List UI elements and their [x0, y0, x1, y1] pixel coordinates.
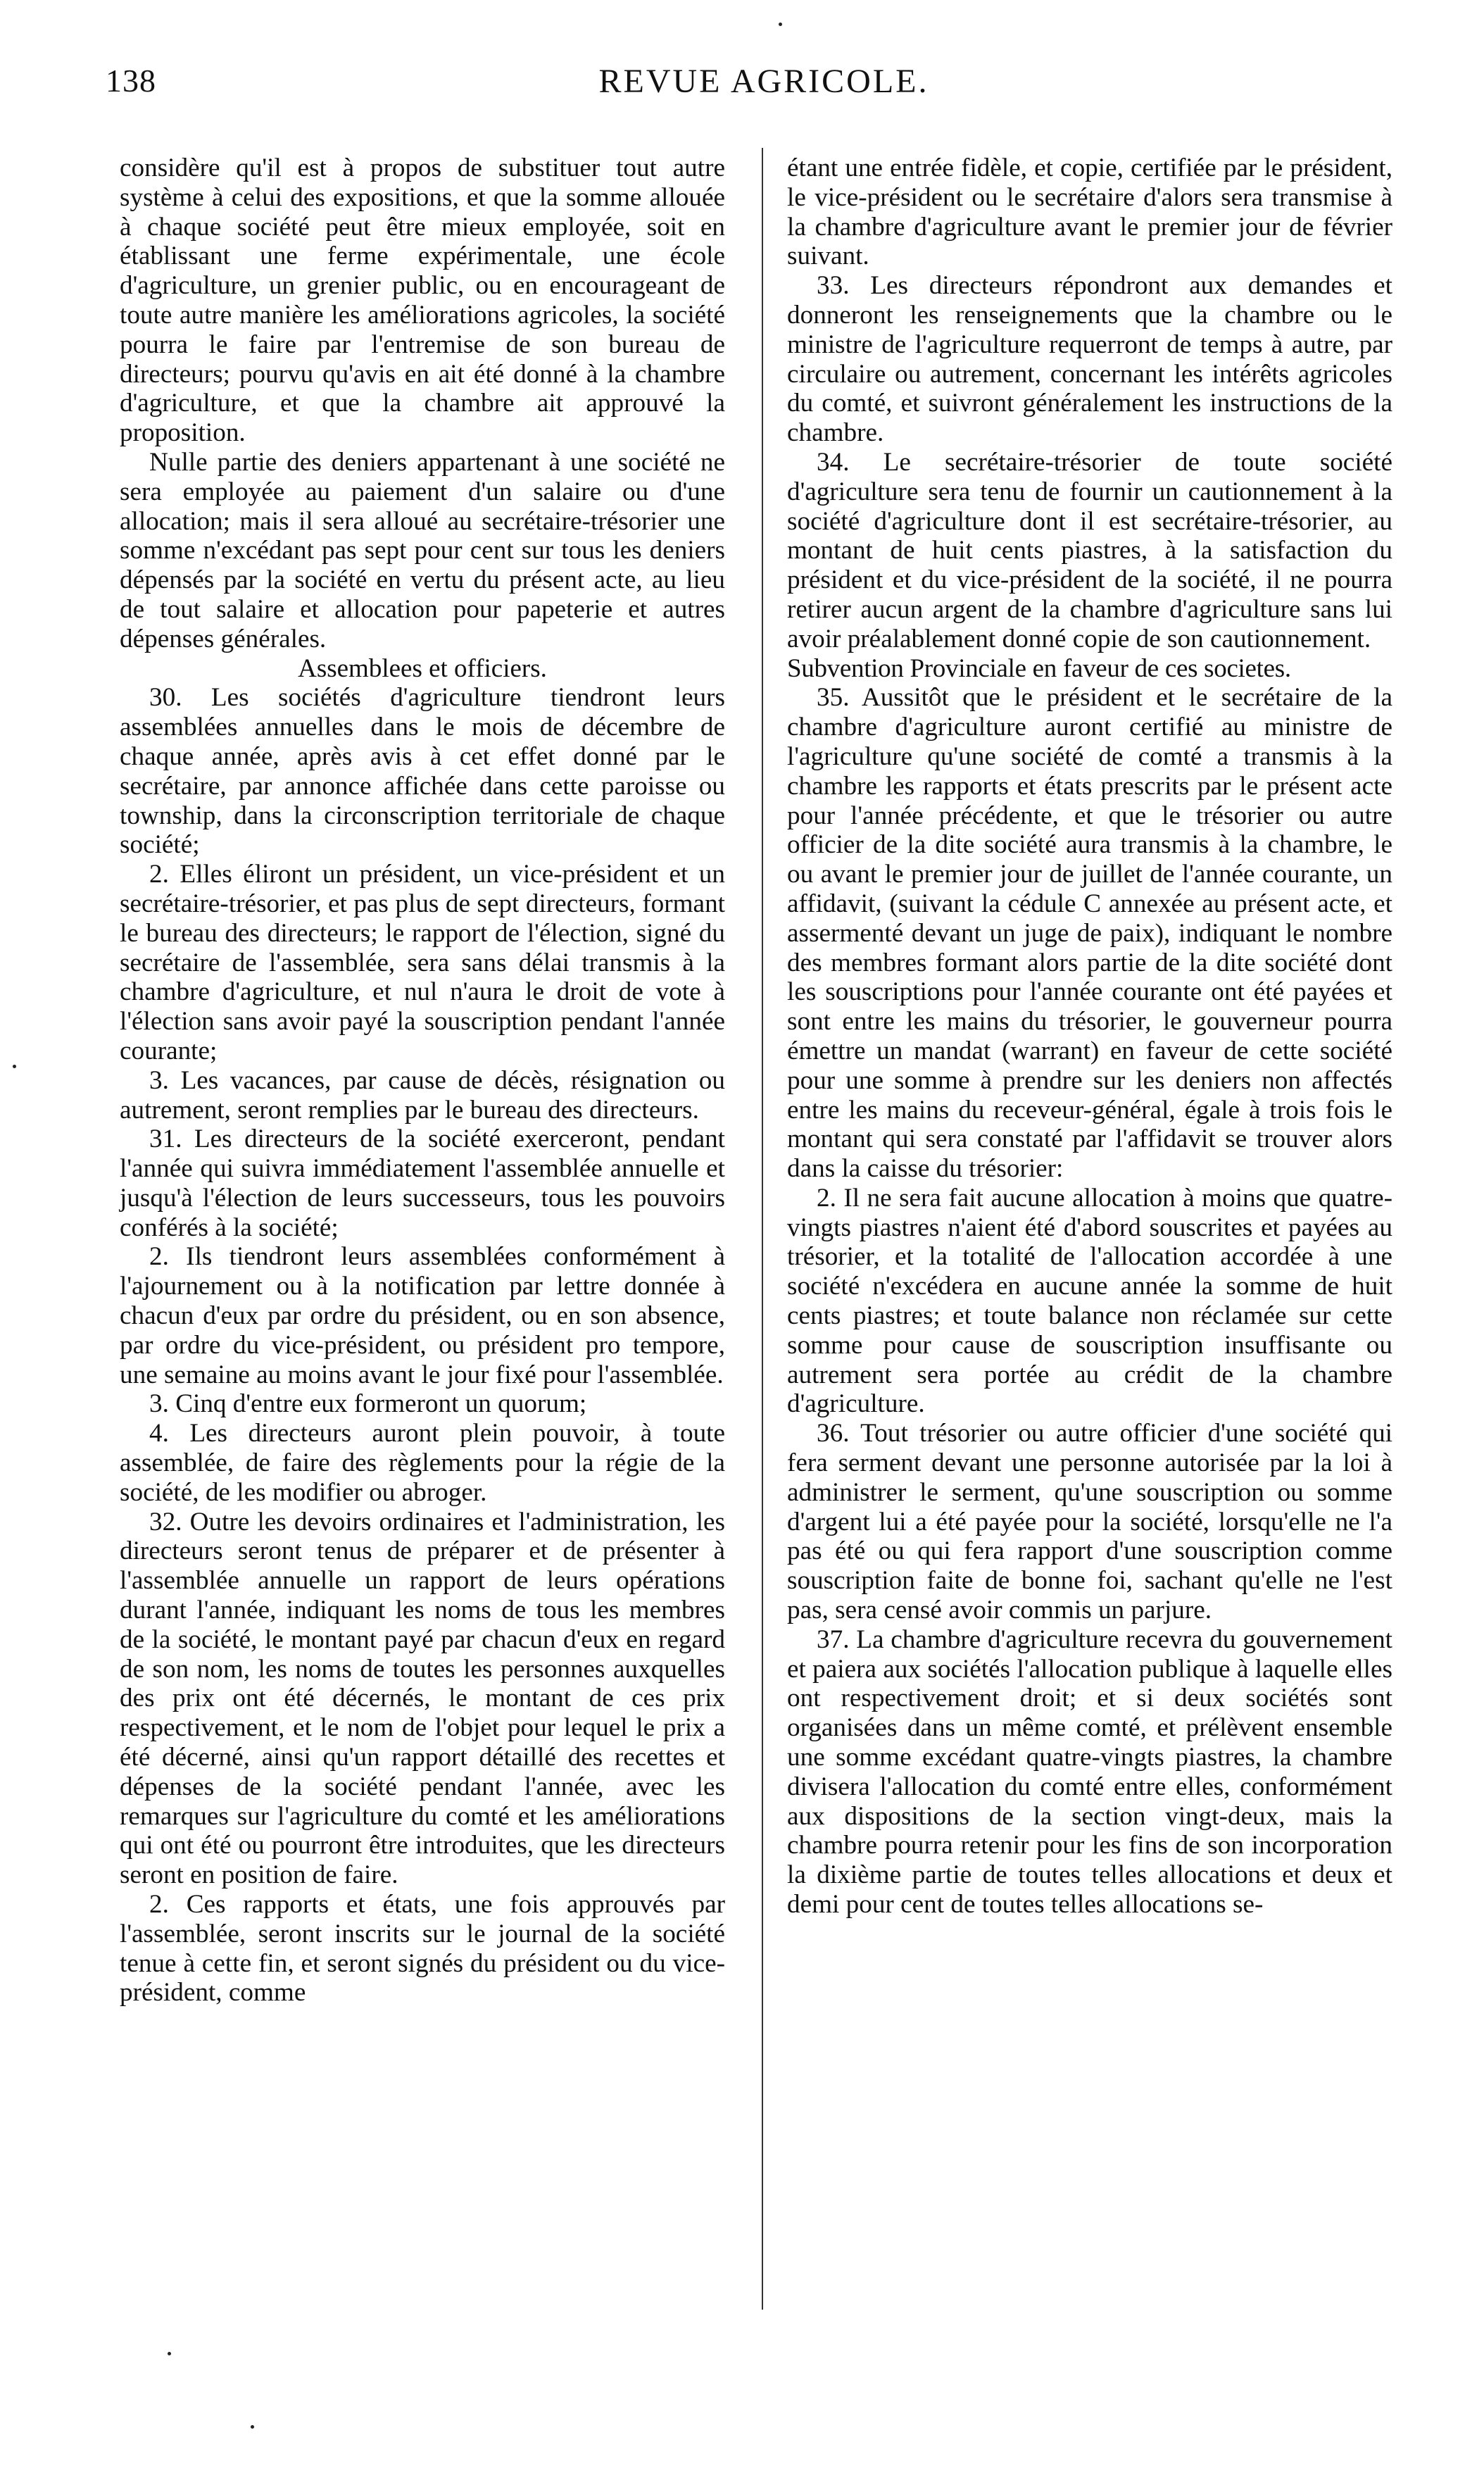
- paragraph: 2. Il ne sera fait aucune allocation à moins que quatre-vingts piastres n'aient été d'abord souscrites et payées au trésorier, et la totalité de l'allocation accordée à une société n'excédera en aucune année la somme de huit cents piastres; et toute balance non réclamée sur cette somme pour cause de souscription insuffisante ou autrement sera portée au crédit de la chambre d'agriculture.: [787, 1183, 1392, 1419]
- scan-speck: [251, 2425, 254, 2429]
- section-heading: Assemblees et officiers.: [298, 653, 547, 683]
- paragraph: 30. Les sociétés d'agriculture tiendront leurs assemblées annuelles dans le mois de décembre de chaque année, après avis à cet effet donné par le secrétaire, par annonce affichée dans cette paroisse ou township, dans la circonscription territoriale de chaque société;: [120, 683, 725, 860]
- paragraph: 34. Le secrétaire-trésorier de toute société d'agriculture sera tenu de fournir un cautionnement à la société d'agriculture dont il est secrétaire-trésorier, au montant de huit cents piastres, à la satisfaction du président et du vice-président de la société, il ne pourra retirer aucun argent de la chambre d'agriculture sans lui avoir préalablement donné copie de son cautionnement.: [787, 447, 1392, 653]
- page-header: [106, 62, 1422, 118]
- running-title: REVUE AGRICOLE.: [598, 63, 929, 100]
- section-heading: Subvention Provinciale en faveur de ces societes.: [787, 653, 1291, 683]
- paragraph: 36. Tout trésorier ou autre officier d'une société qui fera serment devant une personne autorisée par la loi à administrer le serment, qu'une souscription ou somme d'argent lui a été payée pour la société, lorsqu'elle ne l'a pas été ou qui fera rapport d'une souscription comme souscription faite de bonne foi, sachant qu'elle ne l'est pas, sera censé avoir commis un parjure.: [787, 1419, 1392, 1625]
- paragraph: 33. Les directeurs répondront aux demandes et donneront les renseignements que la chambre ou le ministre de l'agriculture requerront de temps à autre, par circulaire ou autrement, concernant les intérêts agricoles du comté, et suivront généralement les instructions de la chambre.: [787, 271, 1392, 448]
- scan-speck: [168, 2352, 171, 2355]
- paragraph: étant une entrée fidèle, et copie, certifiée par le président, le vice-président ou le secrétaire d'alors sera transmise à la chambre d'agriculture avant le premier jour de février suivant.: [787, 154, 1392, 271]
- paragraph: 31. Les directeurs de la société exerceront, pendant l'année qui suivra immédiatement l'assemblée annuelle et jusqu'à l'élection de leurs successeurs, tous les pouvoirs conférés à la société;: [120, 1125, 725, 1242]
- paragraph: 37. La chambre d'agriculture recevra du gouvernement et paiera aux sociétés l'allocation publique à laquelle elles ont respectivement droit; et si deux sociétés sont organisées dans un même comté, et prélèvent ensemble une somme excédant quatre-vingts piastres, la chambre divisera l'allocation du comté entre elles, conformément aux dispositions de la section vingt-deux, mais la chambre pourra retenir pour les fins de son incorporation la dixième partie de toutes telles allocations et deux et demi pour cent de toutes telles allocations se-: [787, 1624, 1392, 1920]
- paragraph: considère qu'il est à propos de substituer tout autre système à celui des expositions, et que la somme allouée à chaque société peut être mieux employée, soit en établissant une ferme expérimentale, une école d'agriculture, un grenier public, ou en encourageant de toute autre manière les améliorations agricoles, la société pourra le faire par l'entremise de son bureau de directeurs; pourvu qu'avis en ait été donné à la chambre d'agriculture, et que la chambre ait approuvé la proposition.: [120, 154, 725, 448]
- left-column: [120, 154, 725, 2008]
- paragraph: 35. Aussitôt que le président et le secrétaire de la chambre d'agriculture auront certifié au ministre de l'agriculture qu'une société de comté a transmis à la chambre les rapports et états prescrits par le présent acte pour l'année précédente, et que le trésorier ou autre officier de la dite société aura transmis à la chambre, le ou avant le premier jour de juillet de l'année courante, un affidavit, (suivant la cédule C annexée au présent acte, et assermenté devant un juge de paix), indiquant le nombre des membres formant alors partie de la dite société dont les souscriptions pour l'année courante ont été payées et sont entre les mains du trésorier, le gouverneur pourra émettre un mandat (warrant) en faveur de cette société pour une somme à prendre sur les deniers non affectés entre les mains du receveur-général, égale à trois fois le montant qui sera constaté par l'affidavit se trouver alors dans la caisse du trésorier:: [787, 683, 1392, 1184]
- paragraph: 3. Cinq d'entre eux formeront un quorum;: [149, 1389, 587, 1419]
- paragraph: 3. Les vacances, par cause de décès, résignation ou autrement, seront remplies par le bureau des directeurs.: [120, 1065, 725, 1125]
- paragraph: 32. Outre les devoirs ordinaires et l'administration, les directeurs seront tenus de préparer et de présenter à l'assemblée annuelle un rapport de leurs opérations durant l'année, indiquant les noms de tous les membres de la société, le montant payé par chacun d'eux en regard de son nom, les noms de toutes les personnes auxquelles des prix ont été décernés, le montant de ces prix respectivement, et le nom de l'objet pour lequel le prix a été décerné, ainsi qu'un rapport détaillé des recettes et dépenses de la société pendant l'année, avec les remarques sur l'agriculture du comté et les améliorations qui ont été ou pourront être introduites, que les directeurs seront en position de faire.: [120, 1507, 725, 1890]
- scan-speck: [13, 1065, 16, 1068]
- paragraph: Nulle partie des deniers appartenant à une société ne sera employée au paiement d'un salaire ou d'une allocation; mais il sera alloué au secrétaire-trésorier une somme n'excédant pas sept pour cent sur tous les deniers dépensés par la société en vertu du présent acte, au lieu de tout salaire et allocation pour papeterie et autres dépenses générales.: [120, 447, 725, 653]
- paragraph: 2. Ils tiendront leurs assemblées conformément à l'ajournement ou à la notification par lettre donnée à chacun d'eux par ordre du président, ou en son absence, par ordre du vice-président, ou président pro tempore, une semaine au moins avant le jour fixé pour l'assemblée.: [120, 1242, 725, 1389]
- paragraph: 2. Ces rapports et états, une fois approuvés par l'assemblée, seront inscrits sur le journal de la société tenue à cette fin, et seront signés du président ou du vice-président, comme: [120, 1890, 725, 2008]
- page-number: 138: [106, 63, 156, 99]
- column-divider: [762, 148, 763, 2310]
- paragraph: 4. Les directeurs auront plein pouvoir, à toute assemblée, de faire des règlements pour la régie de la société, de les modifier ou abroger.: [120, 1419, 725, 1507]
- right-column: [787, 154, 1392, 1920]
- paragraph: 2. Elles éliront un président, un vice-président et un secrétaire-trésorier, et pas plus de sept directeurs, formant le bureau des directeurs; le rapport de l'élection, signé du secrétaire de l'assemblée, sera sans délai transmis à la chambre d'agriculture, et nul n'aura le droit de vote à l'élection sans avoir payé la souscription pendant l'année courante;: [120, 860, 725, 1065]
- scan-speck: [779, 23, 782, 26]
